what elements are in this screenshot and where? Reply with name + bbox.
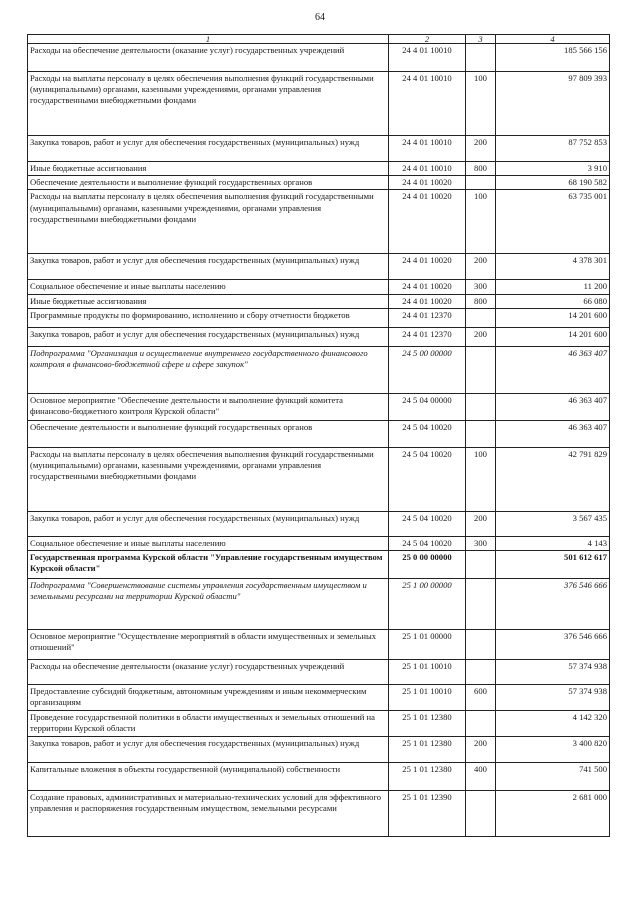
row-csr: 24 4 01 10020 (389, 190, 466, 254)
row-sum: 4 143 (496, 536, 610, 550)
table-row (28, 685, 610, 711)
page-number: 64 (315, 12, 325, 23)
budget-table (27, 34, 610, 837)
row-csr: 25 1 01 12380 (389, 763, 466, 791)
row-csr: 25 1 01 12380 (389, 711, 466, 737)
row-name: Расходы на выплаты персоналу в целях обеспечения выполнения функций государственными (муниципальными) органами, казенными учреждениями, органами управления государственными внебюджетными фондами (28, 447, 389, 511)
row-sum: 3 910 (496, 162, 610, 176)
table-row (28, 763, 610, 791)
table-row (28, 447, 610, 511)
row-name: Расходы на обеспечение деятельности (оказание услуг) государственных учреждений (28, 660, 389, 685)
table-row (28, 308, 610, 327)
table-row (28, 536, 610, 550)
row-name: Иные бюджетные ассигнования (28, 162, 389, 176)
row-sum: 185 566 156 (496, 44, 610, 72)
row-vr: 300 (466, 536, 496, 550)
row-name: Основное мероприятие "Осуществление мероприятий в области имущественных и земельных отношений" (28, 630, 389, 660)
row-vr (466, 551, 496, 579)
table-row (28, 420, 610, 447)
row-csr: 25 0 00 00000 (389, 551, 466, 579)
table-row (28, 393, 610, 420)
row-name: Закупка товаров, работ и услуг для обеспечения государственных (муниципальных) нужд (28, 737, 389, 763)
row-csr: 25 1 01 12390 (389, 791, 466, 837)
row-name: Капитальные вложения в объекты государственной (муниципальной) собственности (28, 763, 389, 791)
row-vr: 200 (466, 511, 496, 536)
row-vr: 100 (466, 72, 496, 136)
row-sum: 57 374 938 (496, 660, 610, 685)
row-csr: 24 4 01 10010 (389, 72, 466, 136)
row-sum: 63 735 001 (496, 190, 610, 254)
table-row (28, 327, 610, 346)
row-sum: 2 681 000 (496, 791, 610, 837)
row-vr: 200 (466, 254, 496, 280)
table-row (28, 711, 610, 737)
row-sum: 11 200 (496, 280, 610, 294)
row-sum: 741 500 (496, 763, 610, 791)
row-csr: 25 1 01 10010 (389, 660, 466, 685)
row-csr: 25 1 01 12380 (389, 737, 466, 763)
header-csr: 2 (389, 35, 466, 44)
row-vr (466, 630, 496, 660)
row-vr: 200 (466, 737, 496, 763)
row-sum: 46 363 407 (496, 393, 610, 420)
row-csr: 24 4 01 10010 (389, 162, 466, 176)
header-row (28, 35, 610, 44)
row-sum: 42 791 829 (496, 447, 610, 511)
row-vr (466, 393, 496, 420)
row-vr: 800 (466, 162, 496, 176)
row-name: Государственная программа Курской области "Управление государственным имуществом Курской области" (28, 551, 389, 579)
row-name: Подпрограмма "Совершенствование системы управления государственным имуществом и земельными ресурсами на территории Курской области" (28, 579, 389, 630)
row-sum: 57 374 938 (496, 685, 610, 711)
header-vr: 3 (466, 35, 496, 44)
table-row (28, 579, 610, 630)
row-vr (466, 711, 496, 737)
table-row (28, 511, 610, 536)
row-name: Расходы на выплаты персоналу в целях обеспечения выполнения функций государственными (муниципальными) органами, казенными учреждениями, органами управления государственными внебюджетными фондами (28, 72, 389, 136)
table-row (28, 176, 610, 190)
row-vr (466, 44, 496, 72)
row-name: Закупка товаров, работ и услуг для обеспечения государственных (муниципальных) нужд (28, 136, 389, 162)
row-csr: 24 4 01 10020 (389, 280, 466, 294)
row-sum: 66 080 (496, 294, 610, 308)
row-vr (466, 176, 496, 190)
row-csr: 25 1 00 00000 (389, 579, 466, 630)
row-name: Иные бюджетные ассигнования (28, 294, 389, 308)
row-sum: 501 612 617 (496, 551, 610, 579)
row-csr: 24 4 01 12370 (389, 327, 466, 346)
row-csr: 25 1 01 00000 (389, 630, 466, 660)
row-name: Подпрограмма "Организация и осуществление внутреннего государственного финансового контроля в финансово-бюджетной сфере и сфере закупок" (28, 346, 389, 393)
row-csr: 24 4 01 10010 (389, 44, 466, 72)
row-name: Обеспечение деятельности и выполнение функций государственных органов (28, 420, 389, 447)
row-name: Закупка товаров, работ и услуг для обеспечения государственных (муниципальных) нужд (28, 511, 389, 536)
table-row (28, 162, 610, 176)
row-sum: 46 363 407 (496, 346, 610, 393)
table-row (28, 44, 610, 72)
row-sum: 4 378 301 (496, 254, 610, 280)
row-vr (466, 579, 496, 630)
row-vr: 100 (466, 447, 496, 511)
row-name: Предоставление субсидий бюджетным, автономным учреждениям и иным некоммерческим организациям (28, 685, 389, 711)
table-row (28, 136, 610, 162)
row-csr: 24 4 01 10020 (389, 294, 466, 308)
table-row (28, 791, 610, 837)
row-name: Обеспечение деятельности и выполнение функций государственных органов (28, 176, 389, 190)
table-row (28, 737, 610, 763)
table-row (28, 630, 610, 660)
header-sum: 4 (496, 35, 610, 44)
row-name: Социальное обеспечение и иные выплаты населению (28, 280, 389, 294)
row-sum: 376 546 666 (496, 579, 610, 630)
table-row (28, 280, 610, 294)
row-csr: 24 4 01 10010 (389, 136, 466, 162)
row-vr (466, 346, 496, 393)
row-vr: 400 (466, 763, 496, 791)
header-name: 1 (28, 35, 389, 44)
row-vr (466, 791, 496, 837)
table-row (28, 660, 610, 685)
row-sum: 14 201 600 (496, 327, 610, 346)
row-name: Расходы на выплаты персоналу в целях обеспечения выполнения функций государственными (муниципальными) органами, казенными учреждениями, органами управления государственными внебюджетными фондами (28, 190, 389, 254)
row-name: Создание правовых, административных и материально-технических условий для эффективного управления и распоряжения государственным имуществом, земельными ресурсами (28, 791, 389, 837)
row-vr (466, 660, 496, 685)
row-sum: 3 400 820 (496, 737, 610, 763)
row-csr: 24 4 01 10020 (389, 254, 466, 280)
row-sum: 97 809 393 (496, 72, 610, 136)
row-sum: 376 546 666 (496, 630, 610, 660)
table-row (28, 190, 610, 254)
row-vr: 200 (466, 136, 496, 162)
row-csr: 24 5 00 00000 (389, 346, 466, 393)
row-vr: 200 (466, 327, 496, 346)
table-row (28, 254, 610, 280)
row-vr (466, 308, 496, 327)
row-csr: 24 5 04 10020 (389, 511, 466, 536)
row-vr: 600 (466, 685, 496, 711)
row-vr: 100 (466, 190, 496, 254)
row-csr: 24 5 04 10020 (389, 536, 466, 550)
row-name: Закупка товаров, работ и услуг для обеспечения государственных (муниципальных) нужд (28, 254, 389, 280)
table-row (28, 346, 610, 393)
row-sum: 68 190 582 (496, 176, 610, 190)
row-sum: 3 567 435 (496, 511, 610, 536)
row-name: Расходы на обеспечение деятельности (оказание услуг) государственных учреждений (28, 44, 389, 72)
table-row (28, 294, 610, 308)
row-csr: 24 5 04 10020 (389, 447, 466, 511)
row-name: Закупка товаров, работ и услуг для обеспечения государственных (муниципальных) нужд (28, 327, 389, 346)
row-name: Программные продукты по формированию, исполнению и сбору отчетности бюджетов (28, 308, 389, 327)
table-row (28, 551, 610, 579)
row-csr: 24 4 01 12370 (389, 308, 466, 327)
row-sum: 46 363 407 (496, 420, 610, 447)
row-name: Основное мероприятие "Обеспечение деятельности и выполнение функций комитета финансово-бюджетного контроля Курской области" (28, 393, 389, 420)
row-sum: 87 752 853 (496, 136, 610, 162)
row-vr: 800 (466, 294, 496, 308)
row-csr: 25 1 01 10010 (389, 685, 466, 711)
row-csr: 24 4 01 10020 (389, 176, 466, 190)
row-csr: 24 5 04 10020 (389, 420, 466, 447)
row-vr (466, 420, 496, 447)
row-sum: 4 142 320 (496, 711, 610, 737)
table-row (28, 72, 610, 136)
row-vr: 300 (466, 280, 496, 294)
row-csr: 24 5 04 00000 (389, 393, 466, 420)
row-name: Проведение государственной политики в области имущественных и земельных отношений на территории Курской области (28, 711, 389, 737)
row-sum: 14 201 600 (496, 308, 610, 327)
row-name: Социальное обеспечение и иные выплаты населению (28, 536, 389, 550)
